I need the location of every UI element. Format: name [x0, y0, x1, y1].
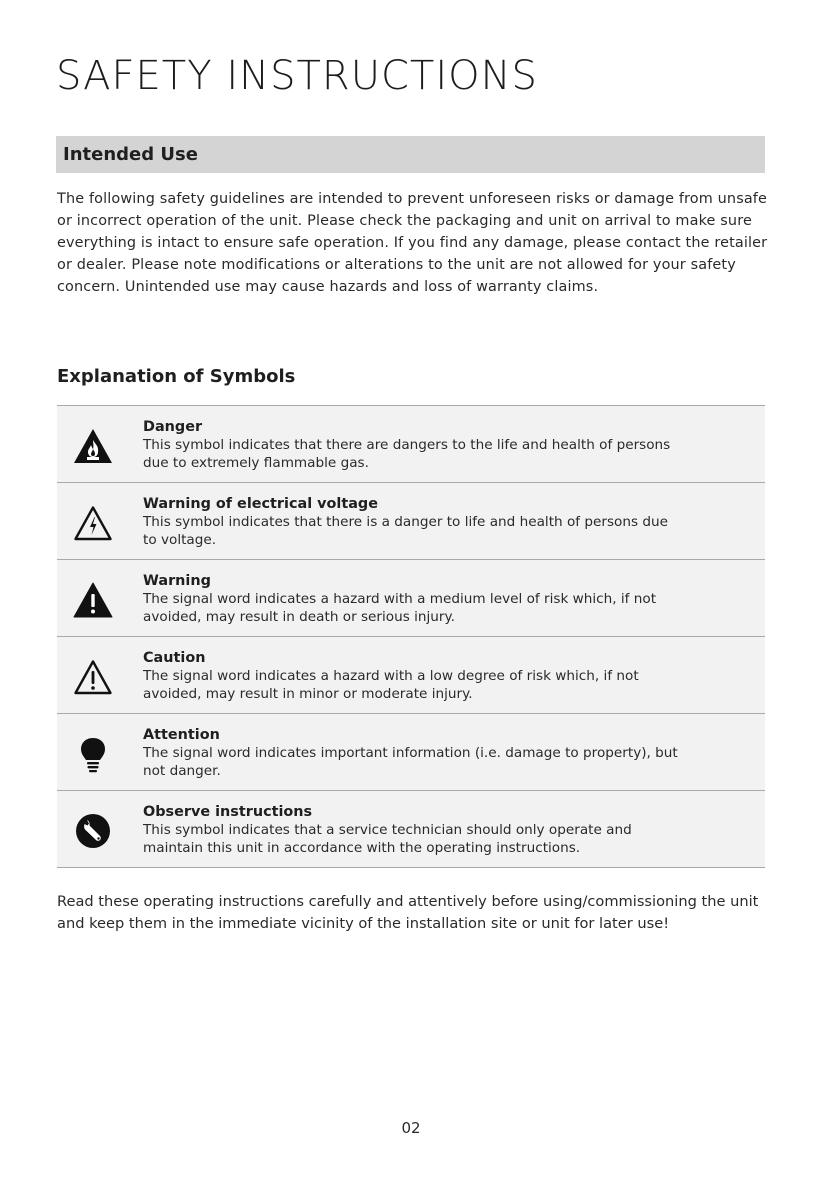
symbol-text: [143, 572, 743, 626]
flammable-warning-icon: [73, 426, 113, 466]
symbol-row-warning: [57, 560, 765, 637]
symbol-description: The signal word indicates important information (i.e. damage to property), but not danger.: [143, 745, 678, 779]
warning-filled-icon: [73, 580, 113, 620]
intended-use-paragraph: The following safety guidelines are intended to prevent unforeseen risks or damage from unsafe or incorrect operation of the unit. Please check the packaging and unit on arrival to make sure everything is intact to ensure safe operation. If you find any damage, please contact the retailer or dealer. Please note modifications or alterations to the unit are not allowed for your safety concern. Unintended use may cause hazards and loss of warranty claims.: [57, 191, 768, 295]
lightbulb-icon: [73, 734, 113, 774]
symbol-row-attention: [57, 714, 765, 791]
closing-paragraph: Read these operating instructions carefully and attentively before using/commissioning the unit and keep them in the immediate vicinity of the installation site or unit for later use!: [57, 893, 759, 932]
symbol-row-electrical-voltage: [57, 483, 765, 560]
symbol-row-caution: [57, 637, 765, 714]
symbol-text: [143, 803, 743, 857]
symbol-text: [143, 418, 743, 472]
symbol-row-observe-instructions: [57, 791, 765, 868]
caution-outline-icon: [73, 657, 113, 697]
page-title: SAFETY INSTRUCTIONS: [56, 53, 538, 99]
symbol-title: Warning: [143, 573, 211, 589]
symbol-description: The signal word indicates a hazard with a medium level of risk which, if not avoided, may result in death or serious injury.: [143, 591, 657, 625]
symbol-description: This symbol indicates that there is a danger to life and health of persons due to voltage.: [143, 514, 668, 548]
symbol-title: Danger: [143, 419, 203, 435]
wrench-icon: [73, 811, 113, 851]
intended-use-header-bar: [56, 136, 765, 173]
symbol-title: Warning of electrical voltage: [143, 496, 378, 512]
symbol-description: The signal word indicates a hazard with a low degree of risk which, if not avoided, may result in minor or moderate injury.: [143, 668, 639, 702]
symbol-row-danger: [57, 406, 765, 483]
electrical-voltage-icon: [73, 503, 113, 543]
symbols-table: [57, 405, 765, 868]
symbol-title: Caution: [143, 650, 206, 666]
symbol-text: [143, 726, 743, 780]
page-number: 02: [401, 1119, 421, 1137]
symbol-description: This symbol indicates that a service technician should only operate and maintain this unit in accordance with the operating instructions.: [143, 822, 632, 856]
symbol-text: [143, 495, 743, 549]
symbol-text: [143, 649, 743, 703]
intended-use-heading: Intended Use: [63, 144, 198, 165]
symbols-heading: Explanation of Symbols: [57, 366, 296, 387]
symbol-title: Attention: [143, 727, 220, 743]
symbol-description: This symbol indicates that there are dangers to the life and health of persons due to extremely flammable gas.: [143, 437, 671, 471]
symbol-title: Observe instructions: [143, 804, 313, 820]
